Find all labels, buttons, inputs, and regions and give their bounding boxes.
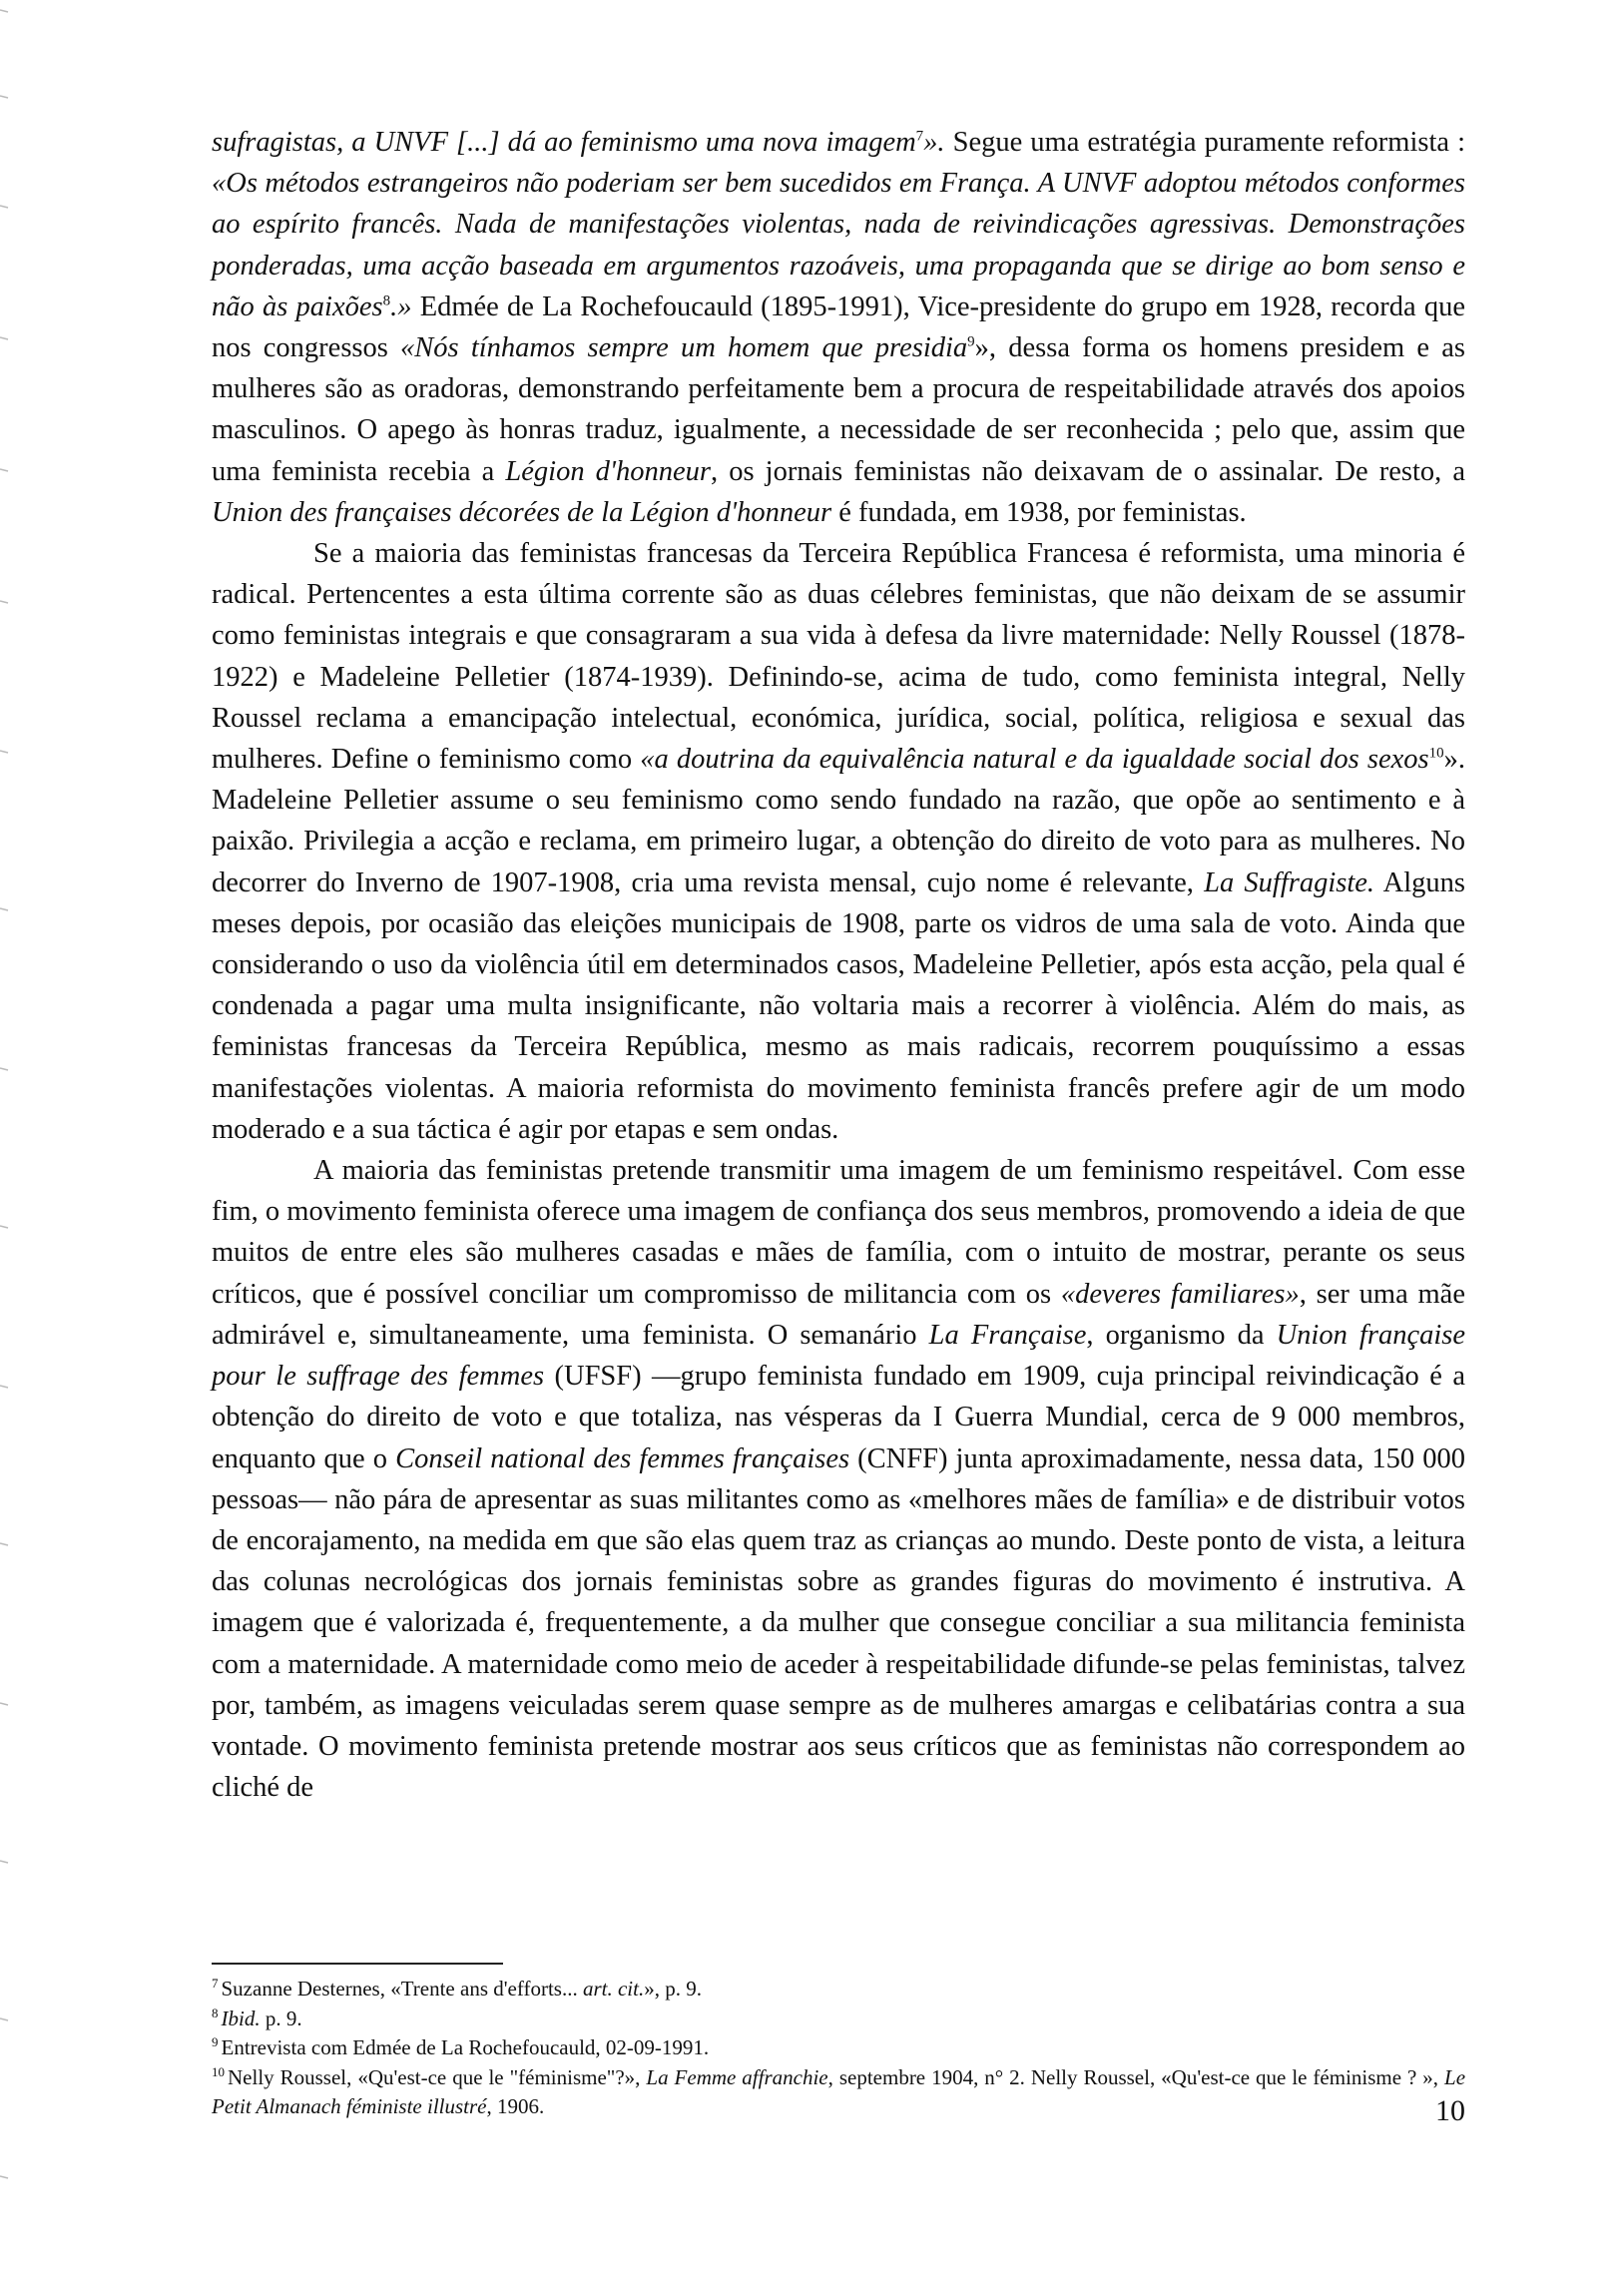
italic-run: «Nós tínhamos sempre um homem que presidia bbox=[400, 332, 968, 364]
italic-run: La Française bbox=[928, 1319, 1087, 1351]
paragraph-3 bbox=[212, 1150, 1465, 1808]
text-run: , os jornais feministas não deixavam de o assinalar. De resto, a bbox=[711, 455, 1466, 487]
footnote-7 bbox=[212, 1975, 1465, 2005]
paragraph-2 bbox=[212, 533, 1465, 1150]
footnote-separator bbox=[212, 1963, 503, 1965]
scan-edge-marks bbox=[0, 0, 14, 2296]
paragraph-1 bbox=[212, 122, 1465, 533]
footnote-number: 9 bbox=[212, 2034, 219, 2049]
italic-run: «deveres familiares» bbox=[1060, 1278, 1300, 1310]
text-run: , septembre 1904, n° 2. Nelly Roussel, «Qu'est-ce que le féminisme ? », bbox=[827, 2064, 1445, 2089]
footnote-9 bbox=[212, 2033, 1465, 2063]
text-run: Nelly Roussel, «Qu'est-ce que le "féminisme"?», bbox=[228, 2064, 647, 2089]
text-run: Se a maioria das feministas francesas da Terceira República Francesa é reformista, uma minoria é radical. Pertencentes a esta última corrente são as duas célebres feministas, que não deixam de se assumir como feministas integrais e que consagraram a sua vida à defesa da livre maternidade: Nelly Roussel (1878-1922) e Madeleine Pelletier (1874-1939). Definindo-se, acima de tudo, como feminista integral, Nelly Roussel reclama a emancipação intelectual, económica, jurídica, social, política, religiosa e sexual das mulheres. Define o feminismo como bbox=[212, 538, 1465, 776]
text-run: Edmée de La Rochefoucauld (1895-1991), Vice-presidente do grupo em 1928, recorda que nos congressos bbox=[212, 290, 1465, 364]
footnote-number: 7 bbox=[212, 1976, 219, 1991]
text-run: p. 9. bbox=[260, 2006, 302, 2030]
italic-run: ». bbox=[923, 127, 953, 158]
text-run: (CNFF) junta aproximadamente, nessa data, 150 000 pessoas— não pára de apresentar as suas militantes como as «melhores mães de família» e de distribuir votos de encorajamento, na medida em que são elas quem traz as crianças ao mundo. Deste ponto de vista, a leitura das colunas necrológicas dos jornais feministas sobre as grandes figuras do movimento é instrutiva. A imagem que é valorizada é, frequentemente, a da mulher que consegue conciliar a sua militancia feminista com a maternidade. A maternidade como meio de aceder à respeitabilidade difunde-se pelas feministas, talvez por, também, as imagens veiculadas serem quase sempre as de mulheres amargas e celibatárias contra a sua vontade. O movimento feminista pretende mostrar aos seus críticos que as feministas não correspondem ao cliché de bbox=[212, 1442, 1465, 1804]
footnote-8 bbox=[212, 2005, 1465, 2034]
footnote-ref: 9 bbox=[967, 333, 975, 350]
italic-run: Union des françaises décorées de la Légion d'honneur bbox=[212, 496, 832, 528]
italic-run: Légion d'honneur bbox=[505, 455, 712, 487]
footnote-10 bbox=[212, 2063, 1465, 2122]
text-run: A maioria das feministas pretende transmitir uma imagem de um feminismo respeitável. Com esse fim, o movimento feminista oferece uma imagem de confiança dos seus membros, promovendo a ideia de que muitos de entre eles são mulheres casadas e mães de família, com o intuito de mostrar, perante os seus críticos, que é possível conciliar um compromisso de militancia com os bbox=[212, 1155, 1465, 1310]
text-run: , organismo da bbox=[1086, 1319, 1277, 1351]
text-run: Segue uma estratégia puramente reformista : bbox=[952, 127, 1465, 158]
italic-run: sufragistas, a UNVF [...] dá ao feminismo uma nova imagem bbox=[212, 127, 916, 158]
italic-run: .» bbox=[390, 290, 420, 322]
italic-run: Ibid. bbox=[221, 2006, 261, 2030]
italic-run: Le Petit Almanach féministe illustré bbox=[212, 2064, 1466, 2118]
text-run: », dessa forma os homens presidem e as mulheres são as oradoras, demonstrando perfeitamente bem a procura de respeitabilidade através dos apoios masculinos. O apego às honras traduz, igualmente, a necessidade de ser reconhecida ; pelo que, assim que uma feminista recebia a bbox=[212, 332, 1465, 487]
text-run: (UFSF) —grupo feminista fundado em 1909, cuja principal reivindicação é a obtenção do direito de voto e que totaliza, nas vésperas da I Guerra Mundial, cerca de 9 000 membros, enquanto que o bbox=[212, 1361, 1465, 1474]
text-run: é fundada, em 1938, por feministas. bbox=[831, 496, 1247, 528]
text-run: », p. 9. bbox=[644, 1977, 702, 2001]
footnote-ref: 7 bbox=[915, 128, 924, 145]
text-run: , ser uma mãe admirável e, simultaneamente, uma feminista. O semanário bbox=[212, 1278, 1465, 1351]
text-run: Entrevista com Edmée de La Rochefoucauld, 02-09-1991. bbox=[221, 2035, 710, 2059]
italic-run: Union française pour le suffrage des femmes bbox=[212, 1319, 1466, 1393]
text-run: , 1906. bbox=[486, 2094, 545, 2118]
footnote-number: 10 bbox=[212, 2063, 225, 2079]
footnote-number: 8 bbox=[212, 2005, 219, 2020]
italic-run: Conseil national des femmes françaises bbox=[395, 1442, 850, 1474]
page-number: 10 bbox=[1435, 2094, 1465, 2127]
text-run: Alguns meses depois, por ocasião das eleições municipais de 1908, parte os vidros de uma sala de voto. Ainda que considerando o uso da violência útil em determinados casos, Madeleine Pelletier, após esta acção, pela qual é condenada a pagar uma multa insignificante, não voltaria mais a recorrer à violência. Além do mais, as feministas francesas da Terceira República, mesmo as mais radicais, recorrem pouquíssimo a essas manifestações violentas. A maioria reformista do movimento feminista francês prefere agir de um modo moderado e a sua táctica é agir por etapas e sem ondas. bbox=[212, 866, 1465, 1145]
text-run: ». Madeleine Pelletier assume o seu feminismo como sendo fundado na razão, que opõe ao sentimento e à paixão. Privilegia a acção e reclama, em primeiro lugar, a obtenção do direito de voto para as mulheres. No decorrer do Inverno de 1907-1908, cria uma revista mensal, cujo nome é relevante, bbox=[212, 744, 1465, 898]
footnotes bbox=[212, 1975, 1465, 2122]
body-text bbox=[212, 122, 1465, 1808]
text-run: Suzanne Desternes, «Trente ans d'efforts... bbox=[221, 1977, 583, 2001]
footnote-ref: 8 bbox=[382, 292, 391, 309]
italic-run: La Femme affranchie bbox=[646, 2064, 828, 2089]
italic-run: «Os métodos estrangeiros não poderiam ser bem sucedidos em França. A UNVF adoptou métodos conformes ao espírito francês. Nada de manifestações violentas, nada de reivindicações agressivas. Demonstrações ponderadas, uma acção baseada em argumentos razoáveis, uma propaganda que se dirige ao bom senso e não às paixões bbox=[212, 168, 1465, 322]
italic-run: art. cit. bbox=[582, 1977, 645, 2001]
italic-run: La Suffragiste. bbox=[1204, 866, 1375, 898]
italic-run: «a doutrina da equivalência natural e da igualdade social dos sexos bbox=[640, 744, 1429, 776]
footnote-ref: 10 bbox=[1428, 745, 1444, 762]
